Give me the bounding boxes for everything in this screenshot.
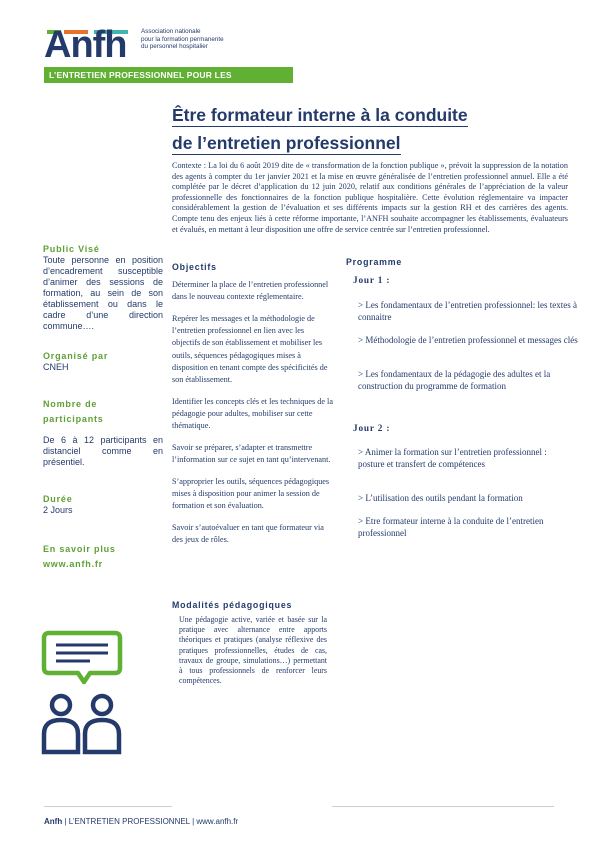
- objective-item: Repérer les messages et la méthodologie de l’entretien professionnel en lien avec les objectifs de son établissement et mobiliser les outils, séquences pédagogiques mises à disposition en tenant compte des spécificités de son établissement.: [172, 313, 328, 384]
- participants-value: De 6 à 12 participants en distanciel comme en présentiel.: [43, 435, 163, 467]
- objective-item: Savoir se préparer, s’adapter et transmettre l’information sur ce sujet en tant qu’intervenant.: [172, 442, 331, 464]
- title-line-1: Être formateur interne à la conduite: [172, 105, 468, 125]
- objectives-list: [172, 279, 334, 556]
- objective-item: Déterminer la place de l’entretien professionnel dans le nouveau contexte réglementaire.: [172, 280, 329, 302]
- objective-item: Identifier les concepts clés et les techniques de la pédagogie pour adultes, mobiliser sur cette thématique.: [172, 396, 333, 431]
- participants-label-2: participants: [43, 414, 104, 424]
- sidebar-public: [43, 243, 163, 332]
- public-label: Public Visé: [43, 244, 100, 254]
- day2-label: Jour 2 :: [353, 424, 391, 434]
- more-info-label: En savoir plus: [43, 544, 116, 554]
- objective-item: S’approprier les outils, séquences pédagogiques mises à disposition pour animer la session de formation et son évaluation.: [172, 476, 330, 511]
- duration-value: 2 Jours: [43, 505, 73, 515]
- footer-divider-right: [332, 806, 554, 807]
- people-icon: [44, 696, 119, 752]
- sidebar-duration: [43, 493, 163, 516]
- day1-item: > Méthodologie de l’entretien professionnel et messages clés: [358, 335, 578, 345]
- public-text: Toute personne en position d’encadrement susceptible d’animer des sessions de formation, au sein de son établissement ou dans le cadre d’une direction commune….: [43, 255, 163, 331]
- day2-item: > L’utilisation des outils pendant la formation: [358, 493, 523, 503]
- objectives-heading: Objectifs: [172, 262, 217, 272]
- context-paragraph: Contexte : La loi du 6 août 2019 dite de « transformation de la fonction publique », prévoit la suppression de la notation des agents à compter du 1er janvier 2021 et la mise en œuvre généralisée de l’entretien professionnel annuel. Elle a été complétée par le décret d’application du 12 juin 2020, relatif aux conditions générales de l’appréciation de la valeur professionnelle des fonctionnaires de la fonction publique hospitalière. Cette évolution réglementaire va impacter considérablement la gestion de l’évaluation et ses différents impacts sur la gestion RH et des carrières des agents. Compte tenu des enjeux liés à cette réforme importante, l’ANFH souhaite accompagner les établissements, évaluateurs et évalués, en mettant à leur disposition une offre de service centrée sur l’entretien professionnel.: [172, 161, 568, 234]
- sidebar-organizer: [43, 350, 163, 373]
- programme-heading: Programme: [346, 257, 403, 267]
- anfh-logo[interactable]: Anfh: [44, 24, 127, 66]
- day1-item: > Les fondamentaux de l’entretien professionnel: les textes à connaitre: [358, 300, 578, 322]
- sidebar-participants: [43, 398, 163, 468]
- page-title: [172, 103, 572, 155]
- footer-separator: |: [64, 817, 67, 826]
- day2-item: > Etre formateur interne à la conduite de l’entretien professionnel: [358, 516, 544, 538]
- speech-bubble-icon: [44, 633, 120, 682]
- title-line-2: de l’entretien professionnel: [172, 133, 401, 153]
- footer: [44, 817, 238, 826]
- organization-name: Association nationale pour la formation permanente du personnel hospitalier: [141, 28, 224, 51]
- day1-label: Jour 1 :: [353, 276, 391, 286]
- objective-item: Savoir s’autoévaluer en tant que formateur via des jeux de rôles.: [172, 522, 324, 544]
- header-banner: L’ENTRETIEN PROFESSIONNEL POUR LES ÉVALUATEURS: [44, 67, 293, 83]
- footer-separator: |: [192, 817, 195, 826]
- more-info-link[interactable]: www.anfh.fr: [43, 559, 103, 569]
- organizer-value: CNEH: [43, 362, 69, 372]
- organizer-label: Organisé par: [43, 351, 109, 361]
- footer-divider-left: [44, 806, 172, 807]
- modalites-text: Une pédagogie active, variée et basée sur la pratique avec alternance entre apports théoriques et pratiques (analyse réflexive des pratiques professionnelles, études de cas, travaux de groupe, simulations…) permettant à tous professionnels de renforcer leurs compétences.: [179, 615, 327, 686]
- training-illustration: [38, 630, 126, 758]
- sidebar-more-info: [43, 543, 163, 570]
- modalites-heading: Modalités pédagogiques: [172, 600, 293, 610]
- participants-label-1: Nombre de: [43, 399, 98, 409]
- duration-label: Durée: [43, 494, 73, 504]
- day2-item: > Animer la formation sur l’entretien professionnel : posture et transfert de compétences: [358, 447, 547, 469]
- footer-url[interactable]: www.anfh.fr: [196, 817, 239, 826]
- footer-brand: Anfh: [44, 817, 63, 826]
- day1-item: > Les fondamentaux de la pédagogie des adultes et la construction du programme de formation: [358, 369, 551, 391]
- footer-title: L’ENTRETIEN PROFESSIONNEL: [68, 817, 190, 826]
